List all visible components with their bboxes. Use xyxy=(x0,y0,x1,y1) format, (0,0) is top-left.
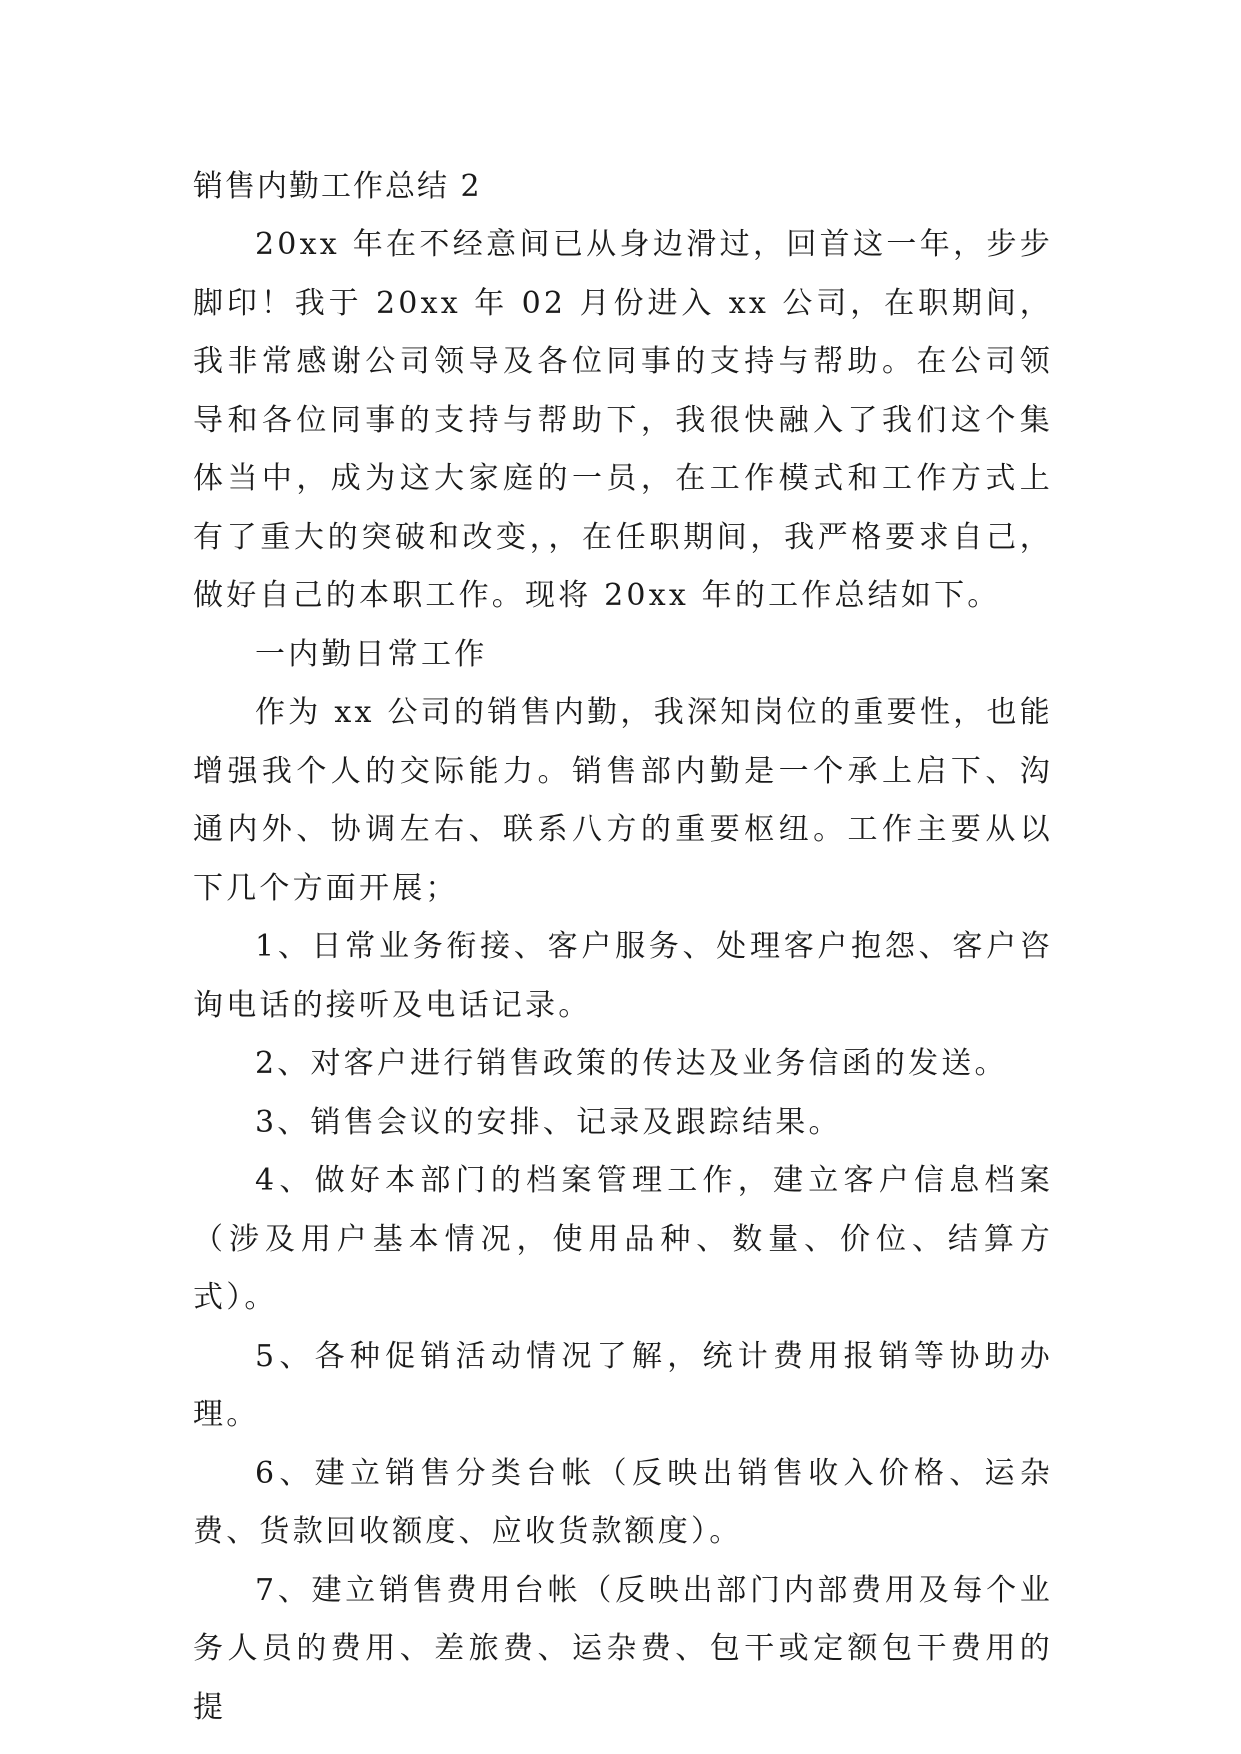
list-item-3: 3、销售会议的安排、记录及跟踪结果。 xyxy=(255,1104,842,1140)
document-title: 销售内勤工作总结 2 xyxy=(193,169,482,204)
list-item-4: 4、做好本部门的档案管理工作，建立客户信息档案（涉及用户基本情况，使用品种、数量、价位、结算方式）。 xyxy=(193,1163,1053,1315)
document-body xyxy=(193,158,1053,1737)
section-heading: 一内勤日常工作 xyxy=(255,636,488,672)
paragraph-role: 作为 xx 公司的销售内勤，我深知岗位的重要性，也能增强我个人的交际能力。销售部内勤是一个承上启下、沟通内外、协调左右、联系八方的重要枢纽。工作主要从以下几个方面开展； xyxy=(193,695,1053,906)
list-item-7: 7、建立销售费用台帐（反映出部门内部费用及每个业务人员的费用、差旅费、运杂费、包干或定额包干费用的提 xyxy=(193,1572,1053,1725)
list-item-5: 5、各种促销活动情况了解，统计费用报销等协助办理。 xyxy=(193,1338,1053,1432)
paragraph-intro: 20xx 年在不经意间已从身边滑过，回首这一年，步步脚印！我于 20xx 年 02 月份进入 xx 公司，在职期间，我非常感谢公司领导及各位同事的支持与帮助。在公司领导和各位同事的支持与帮助下，我很快融入了我们这个集体当中，成为这大家庭的一员，在工作模式和工作方式上有了重大的突破和改变，，在任职期间，我严格要求自己，做好自己的本职工作。现将 20xx 年的工作总结如下。 xyxy=(193,227,1053,613)
list-item-1: 1、日常业务衔接、客户服务、处理客户抱怨、客户咨询电话的接听及电话记录。 xyxy=(193,929,1053,1023)
list-item-2: 2、对客户进行销售政策的传达及业务信函的发送。 xyxy=(255,1046,1008,1081)
list-item-6: 6、建立销售分类台帐（反映出销售收入价格、运杂费、货款回收额度、应收货款额度）。 xyxy=(193,1455,1053,1549)
